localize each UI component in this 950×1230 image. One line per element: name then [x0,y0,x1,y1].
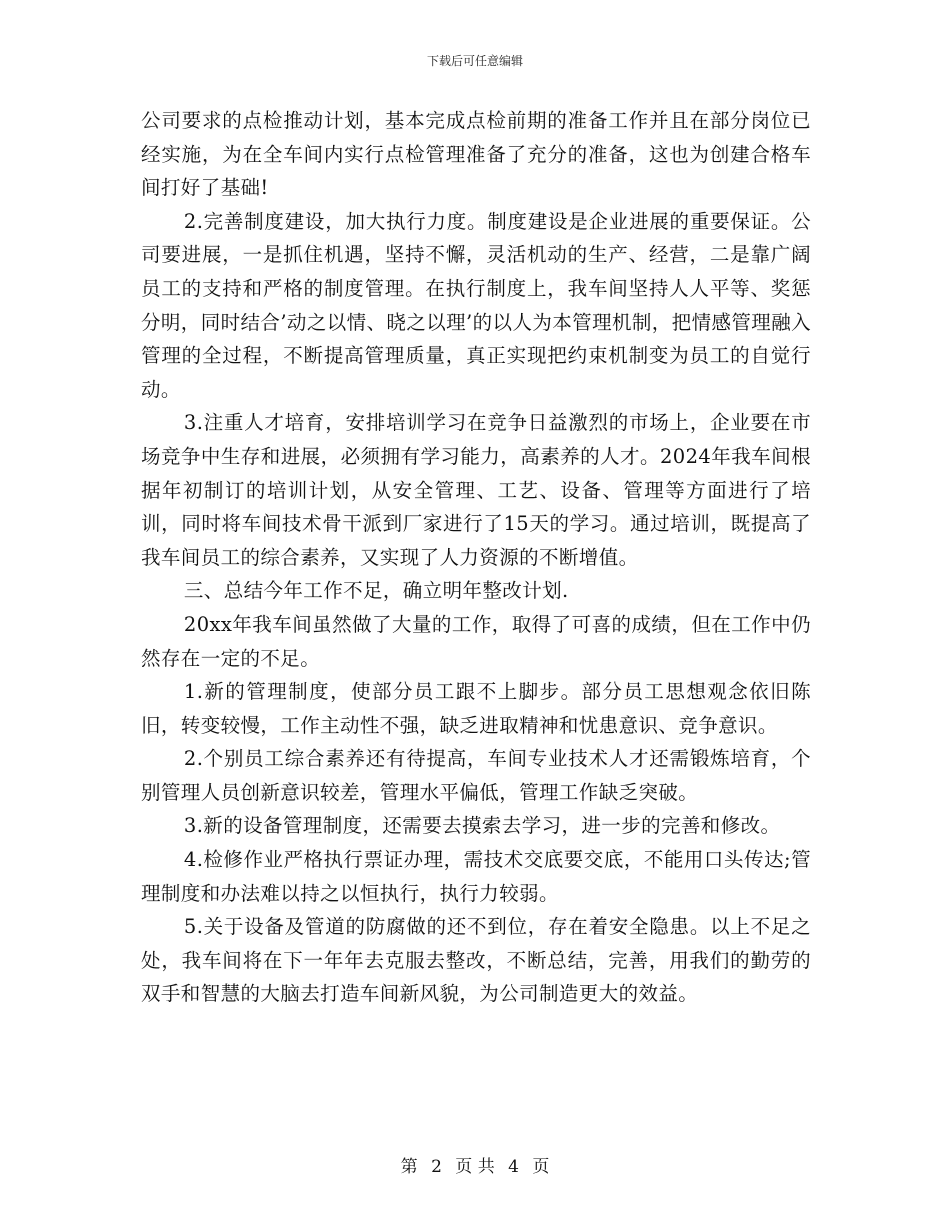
paragraph-shortcoming-3: 3.新的设备管理制度，还需要去摸索去学习，进一步的完善和修改。 [183,814,781,838]
page-footer [0,1152,950,1177]
page-header: 下载后可任意编辑 [426,54,523,68]
paragraph-continuation: 公司要求的点检推动计划，基本完成点检前期的准备工作并且在部分岗位已经实施，为在全车间内实行点检管理准备了充分的准备，这也为创建合格车间打好了基础! [141,109,811,200]
footer-total-pages: 4 [508,1157,519,1177]
paragraph-shortcoming-1: 1.新的管理制度，使部分员工跟不上脚步。部分员工思想观念依旧陈旧，转变较慢，工作主动性不强，缺乏进取精神和忧患意识、竞争意识。 [141,680,811,737]
footer-prefix: 第 [400,1157,418,1177]
paragraph-shortcoming-4: 4.检修作业严格执行票证办理，需技术交底要交底，不能用口头传达;管理制度和办法难以持之以恒执行，执行力较弱。 [141,848,811,905]
paragraph-shortcomings-intro: 20xx年我车间虽然做了大量的工作，取得了可喜的成绩，但在工作中仍然存在一定的不足。 [141,612,811,670]
footer-suffix: 页 [532,1157,550,1177]
paragraph-shortcoming-5: 5.关于设备及管道的防腐做的还不到位，存在着安全隐患。以上不足之处，我车间将在下一年年去克服去整改，不断总结，完善，用我们的勤劳的双手和智慧的大脑去打造车间新风貌，为公司制造更大的效益。 [141,915,811,1006]
paragraph-item-3-training: 3.注重人才培育，安排培训学习在竞争日益激烈的市场上，企业要在市场竞争中生存和进展，必须拥有学习能力，高素养的人才。2024年我车间根据年初制订的培训计划，从安全管理、工艺、设备、管理等方面进行了培训，同时将车间技术骨干派到厂家进行了15天的学习。通过培训，既提高了我车间员工的综合素养，又实现了人力资源的不断增值。 [141,411,811,569]
paragraph-shortcoming-2: 2.个别员工综合素养还有待提高，车间专业技术人才还需锻炼培育，个别管理人员创新意识较差，管理水平偏低，管理工作缺乏突破。 [141,747,811,804]
paragraph-item-2-system: 2.完善制度建设，加大执行力度。制度建设是企业进展的重要保证。公司要进展，一是抓住机遇，坚持不懈，灵活机动的生产、经营，二是靠广阔员工的支持和严格的制度管理。在执行制度上，我车间坚持人人平等、奖惩分明，同时结合’动之以情、晓之以理’的以人为本管理机制，把情感管理融入管理的全过程，不断提高管理质量，真正实现把约束机制变为员工的自觉行动。 [141,209,811,401]
section-heading-3: 三、总结今年工作不足，确立明年整改计划. [183,579,569,603]
footer-middle: 页 共 [455,1157,495,1177]
footer-current-page: 2 [431,1157,442,1177]
document-body [141,104,811,1011]
